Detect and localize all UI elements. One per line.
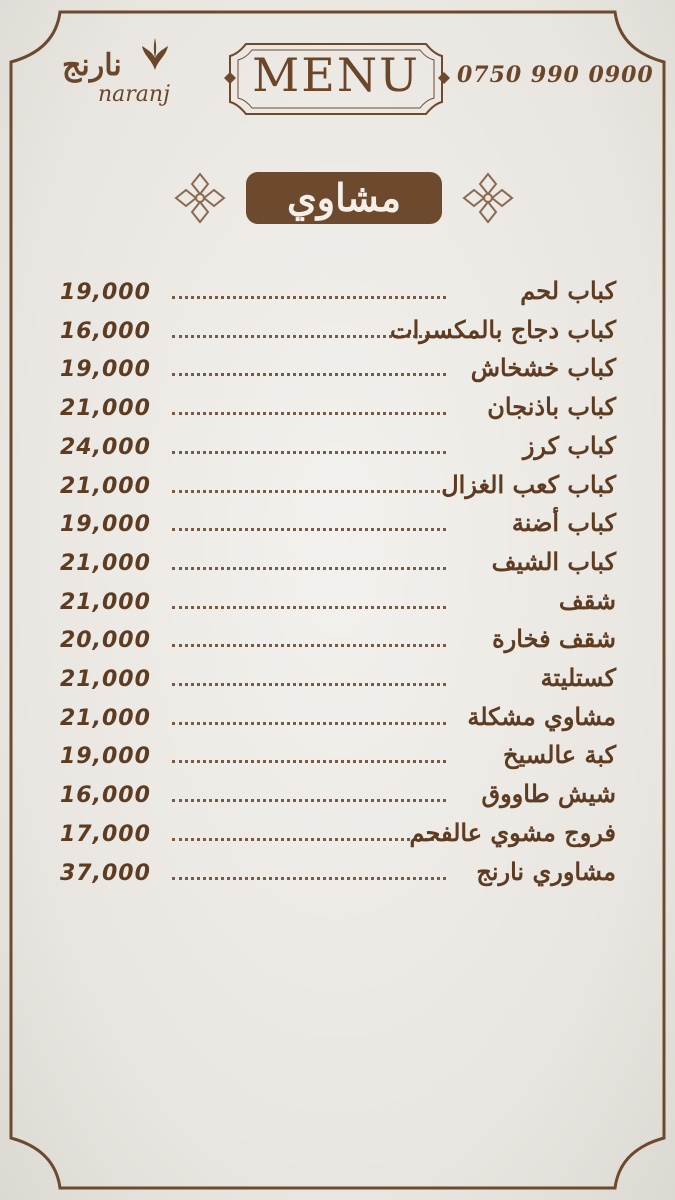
item-name: كبة عالسيخ <box>503 740 616 770</box>
lily-flower-icon <box>140 36 170 72</box>
item-name: مشاوي مشكلة <box>467 701 616 731</box>
item-price: 37,000 <box>60 860 151 886</box>
item-name: شقف فخارة <box>492 624 616 654</box>
menu-item <box>60 585 616 624</box>
dot-leader <box>172 789 446 802</box>
logo-arabic: نارنج <box>62 48 122 83</box>
dot-leader <box>172 596 446 609</box>
menu-item <box>60 817 616 856</box>
menu-item <box>60 510 616 546</box>
item-name: كباب كرز <box>522 430 616 460</box>
item-price: 21,000 <box>60 473 151 499</box>
item-name: كباب لحم <box>520 276 616 305</box>
menu-item <box>60 430 616 469</box>
logo-latin: naranj <box>98 82 170 107</box>
item-price: 16,000 <box>60 318 151 344</box>
menu-item <box>60 546 616 585</box>
item-price: 20,000 <box>60 628 151 654</box>
item-price: 21,000 <box>60 589 151 615</box>
section-title: مشاوي <box>246 172 442 224</box>
menu-item <box>60 626 616 662</box>
dot-leader <box>172 712 446 725</box>
item-name: كستليتة <box>540 663 616 692</box>
dot-leader <box>172 750 446 763</box>
menu-item <box>60 469 616 508</box>
menu-item <box>60 781 616 817</box>
item-name: فروج مشوي عالفحم <box>409 817 616 847</box>
dot-leader <box>172 286 446 299</box>
phone-number: 0750 990 0900 <box>457 62 654 88</box>
menu-item <box>60 856 616 895</box>
item-price: 19,000 <box>60 357 151 383</box>
item-name: شقف <box>558 585 616 615</box>
item-name: كباب كعب الغزال <box>441 469 616 499</box>
item-name: كباب باذنجان <box>487 392 616 422</box>
item-price: 19,000 <box>60 512 151 538</box>
item-price: 16,000 <box>60 783 151 809</box>
item-name: كباب الشيف <box>491 546 616 576</box>
menu-item <box>60 314 616 353</box>
dot-leader <box>172 363 446 376</box>
dot-leader <box>172 441 446 454</box>
dot-leader <box>172 518 446 531</box>
menu-item <box>60 394 616 430</box>
item-name: كباب دجاج بالمكسرات <box>390 314 616 344</box>
item-price: 21,000 <box>60 396 151 422</box>
dot-leader <box>172 634 446 647</box>
ornament-left-icon <box>172 170 228 226</box>
item-price: 19,000 <box>60 280 151 305</box>
dot-leader <box>172 867 446 880</box>
item-price: 21,000 <box>60 705 151 731</box>
dot-leader <box>172 828 446 841</box>
item-name: كباب أضنة <box>511 508 616 538</box>
item-price: 21,000 <box>60 550 151 576</box>
dot-leader <box>172 402 446 415</box>
menu-item <box>60 355 616 391</box>
item-name: مشاوري نارنج <box>476 856 616 886</box>
ornament-right-icon <box>460 170 516 226</box>
menu-item <box>60 665 616 701</box>
dot-leader <box>172 673 446 686</box>
menu-title: MENU <box>252 48 420 102</box>
menu-item <box>60 742 616 778</box>
item-price: 19,000 <box>60 744 151 770</box>
dot-leader <box>172 480 446 493</box>
item-price: 24,000 <box>60 434 151 460</box>
item-name: شيش طاووق <box>481 779 616 809</box>
item-price: 17,000 <box>60 821 151 847</box>
item-name: كباب خشخاش <box>470 353 616 383</box>
dot-leader <box>172 557 446 570</box>
menu-item <box>60 701 616 740</box>
menu-item <box>60 278 616 314</box>
item-price: 21,000 <box>60 667 151 692</box>
